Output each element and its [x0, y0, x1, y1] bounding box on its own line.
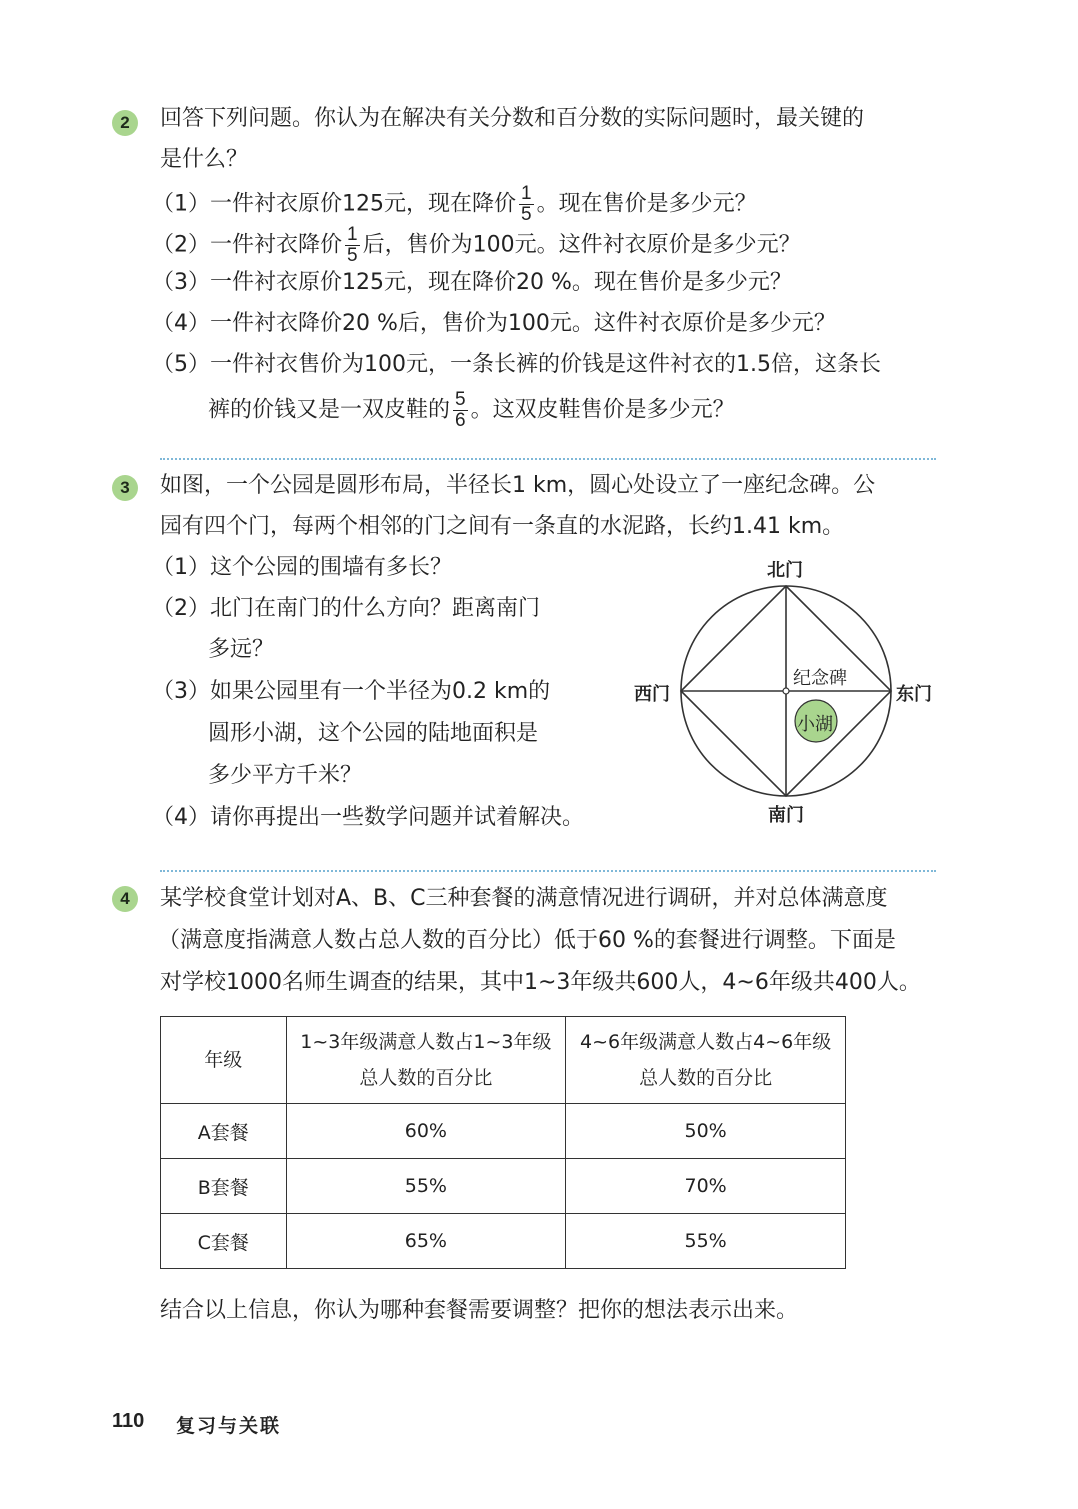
question-text: 某学校食堂计划对A、B、C三种套餐的满意情况进行调研，并对总体满意度 [160, 886, 888, 911]
survey-table [160, 1016, 846, 1269]
table-row [161, 1104, 846, 1159]
question-text: 对学校1000名师生调查的结果，其中1~3年级共600人，4~6年级共400人。 [160, 970, 921, 995]
fraction-numerator: 5 [455, 389, 466, 410]
fraction [519, 184, 534, 225]
page-number: 110 [112, 1410, 145, 1432]
sub-question-text: （2）一件衬衣降价 [152, 232, 342, 258]
cell-value: 65% [286, 1214, 566, 1269]
cell-value: 70% [566, 1159, 846, 1214]
fraction-denominator: 5 [521, 204, 532, 225]
north-gate-label: 北门 [767, 560, 803, 581]
sub-question: （4）一件衬衣降价20 %后，售价为100元。这件衬衣原价是多少元？ [152, 311, 836, 336]
question-text: 回答下列问题。你认为在解决有关分数和百分数的实际问题时，最关键的 [160, 106, 865, 131]
sub-question: （5）一件衬衣售价为100元，一条长裤的价钱是这件衬衣的1.5倍，这条长 [152, 352, 881, 377]
east-gate-label: 东门 [896, 684, 932, 705]
lake-label: 小湖 [797, 714, 833, 735]
section-divider [160, 458, 936, 460]
question-text: 是什么？ [160, 147, 249, 172]
section-title: 复习与关联 [176, 1415, 282, 1437]
sub-question [152, 225, 801, 266]
cell-value: 55% [566, 1214, 846, 1269]
question-number-badge: 3 [112, 475, 138, 501]
fraction-numerator: 1 [521, 183, 532, 204]
sub-question: 多少平方千米？ [208, 763, 363, 788]
table-header-row [161, 1017, 846, 1104]
row-label: A套餐 [161, 1104, 287, 1159]
header-col2: 4~6年级满意人数占4~6年级总人数的百分比 [566, 1017, 846, 1104]
sub-question: （2）北门在南门的什么方向？距离南门 [152, 596, 540, 621]
sub-question-text: 。现在售价是多少元？ [536, 191, 757, 217]
sub-question: （3）一件衬衣原价125元，现在降价20 %。现在售价是多少元？ [152, 270, 792, 295]
sub-question [208, 390, 735, 431]
park-diagram [670, 575, 910, 815]
sub-question-text: 裤的价钱又是一双皮鞋的 [208, 397, 451, 423]
sub-question: （1）这个公园的围墙有多长？ [152, 555, 452, 580]
table-row [161, 1214, 846, 1269]
sub-question: （3）如果公园里有一个半径为0.2 km的 [152, 679, 551, 704]
header-col1: 1~3年级满意人数占1~3年级总人数的百分比 [286, 1017, 566, 1104]
fraction-numerator: 1 [347, 224, 358, 245]
sub-question-text: 后，售价为100元。这件衬衣原价是多少元？ [362, 232, 801, 258]
fraction-denominator: 6 [455, 410, 466, 431]
sub-question-text: 。这双皮鞋售价是多少元？ [470, 397, 735, 423]
sub-question: 圆形小湖，这个公园的陆地面积是 [208, 721, 539, 746]
sub-question: 多远？ [208, 637, 275, 662]
south-gate-label: 南门 [768, 805, 804, 826]
table-row [161, 1159, 846, 1214]
question-text: 园有四个门，每两个相邻的门之间有一条直的水泥路，长约1.41 km。 [160, 514, 845, 539]
question-number-badge: 4 [112, 886, 138, 912]
fraction-denominator: 5 [347, 245, 358, 266]
west-gate-label: 西门 [634, 684, 670, 705]
row-label: B套餐 [161, 1159, 287, 1214]
sub-question [152, 184, 757, 225]
cell-value: 50% [566, 1104, 846, 1159]
cell-value: 55% [286, 1159, 566, 1214]
sub-question-text: （1）一件衬衣原价125元，现在降价 [152, 191, 516, 217]
fraction [453, 390, 468, 431]
conclusion-text: 结合以上信息，你认为哪种套餐需要调整？把你的想法表示出来。 [160, 1298, 799, 1323]
row-label: C套餐 [161, 1214, 287, 1269]
sub-question: （4）请你再提出一些数学问题并试着解决。 [152, 805, 584, 830]
section-divider [160, 870, 936, 872]
header-grade: 年级 [161, 1017, 287, 1104]
fraction [345, 225, 360, 266]
question-text: 如图，一个公园是圆形布局，半径长1 km，圆心处设立了一座纪念碑。公 [160, 473, 876, 498]
monument-point [783, 688, 789, 694]
question-text: （满意度指满意人数占总人数的百分比）低于60 %的套餐进行调整。下面是 [158, 928, 896, 953]
cell-value: 60% [286, 1104, 566, 1159]
question-number-badge: 2 [112, 110, 138, 136]
monument-label: 纪念碑 [793, 668, 847, 689]
